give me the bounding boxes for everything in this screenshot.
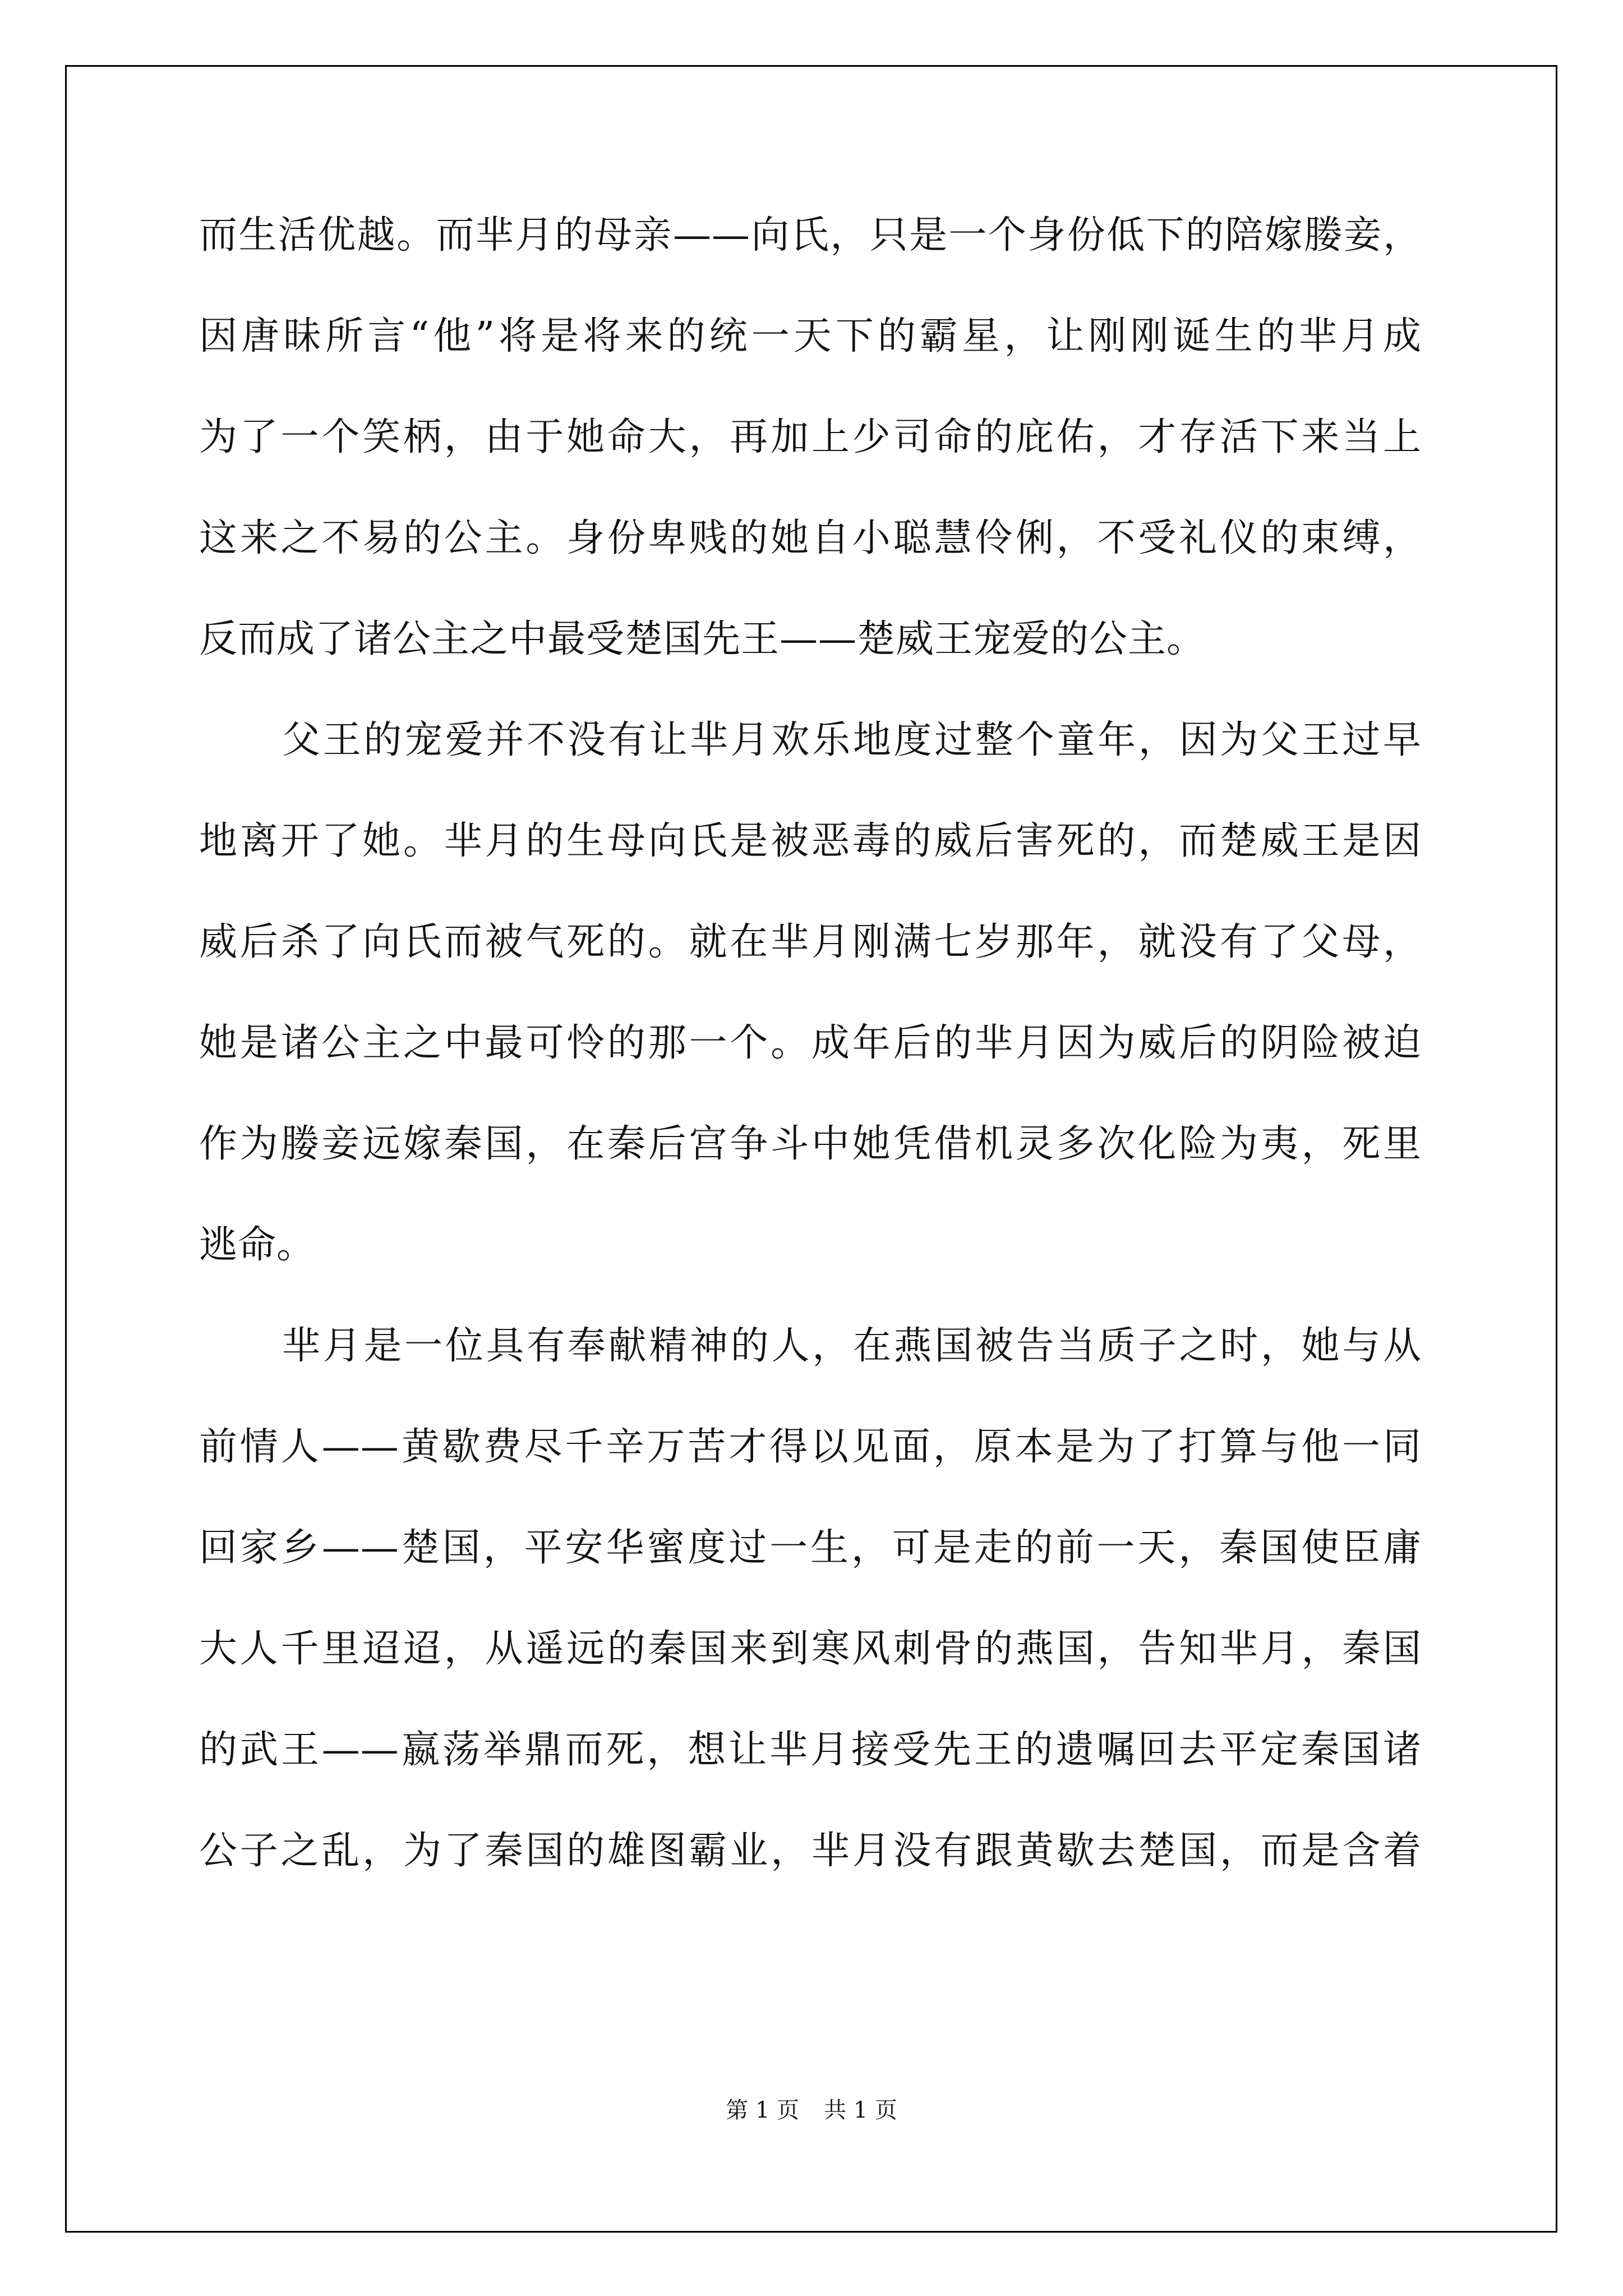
text-line: 威后杀了向氏而被气死的。就在芈月刚满七岁那年，就没有了父母，	[199, 920, 1422, 964]
text-line: 这来之不易的公主。身份卑贱的她自小聪慧伶俐，不受礼仪的束缚，	[199, 516, 1422, 560]
text-line-paragraph-start: 父王的宠爱并不没有让芈月欢乐地度过整个童年，因为父王过早	[282, 718, 1422, 762]
text-line: 为了一个笑柄，由于她命大，再加上少司命的庇佑，才存活下来当上	[199, 415, 1422, 459]
text-line-paragraph-start: 芈月是一位具有奉献精神的人，在燕国被告当质子之时，她与从	[282, 1324, 1422, 1368]
document-body	[199, 199, 1422, 1916]
text-line: 地离开了她。芈月的生母向氏是被恶毒的威后害死的，而楚威王是因	[199, 819, 1422, 863]
text-line: 前情人——黄歇费尽千辛万苦才得以见面，原本是为了打算与他一同	[199, 1425, 1422, 1469]
text-line: 的武王——嬴荡举鼎而死，想让芈月接受先王的遗嘱回去平定秦国诸	[199, 1728, 1422, 1772]
text-line-paragraph-end: 逃命。	[199, 1223, 316, 1267]
text-line: 大人千里迢迢，从遥远的秦国来到寒风刺骨的燕国，告知芈月，秦国	[199, 1627, 1422, 1671]
text-line: 公子之乱，为了秦国的雄图霸业，芈月没有跟黄歇去楚国，而是含着	[199, 1829, 1422, 1873]
text-line: 而生活优越。而芈月的母亲——向氏，只是一个身份低下的陪嫁媵妾，	[199, 213, 1422, 257]
text-line: 因唐昧所言“他”将是将来的统一天下的霸星，让刚刚诞生的芈月成	[199, 314, 1422, 358]
text-line: 她是诸公主之中最可怜的那一个。成年后的芈月因为威后的阴险被迫	[199, 1021, 1422, 1065]
page-footer	[0, 2092, 1623, 2124]
text-line: 作为媵妾远嫁秦国，在秦后宫争斗中她凭借机灵多次化险为夷，死里	[199, 1122, 1422, 1166]
text-line: 回家乡——楚国，平安华蜜度过一生，可是走的前一天，秦国使臣庸	[199, 1526, 1422, 1570]
page-total: 共 1 页	[824, 2097, 897, 2123]
page-number: 第 1 页	[726, 2097, 799, 2123]
text-line-paragraph-end: 反而成了诸公主之中最受楚国先王——楚威王宠爱的公主。	[199, 617, 1206, 661]
